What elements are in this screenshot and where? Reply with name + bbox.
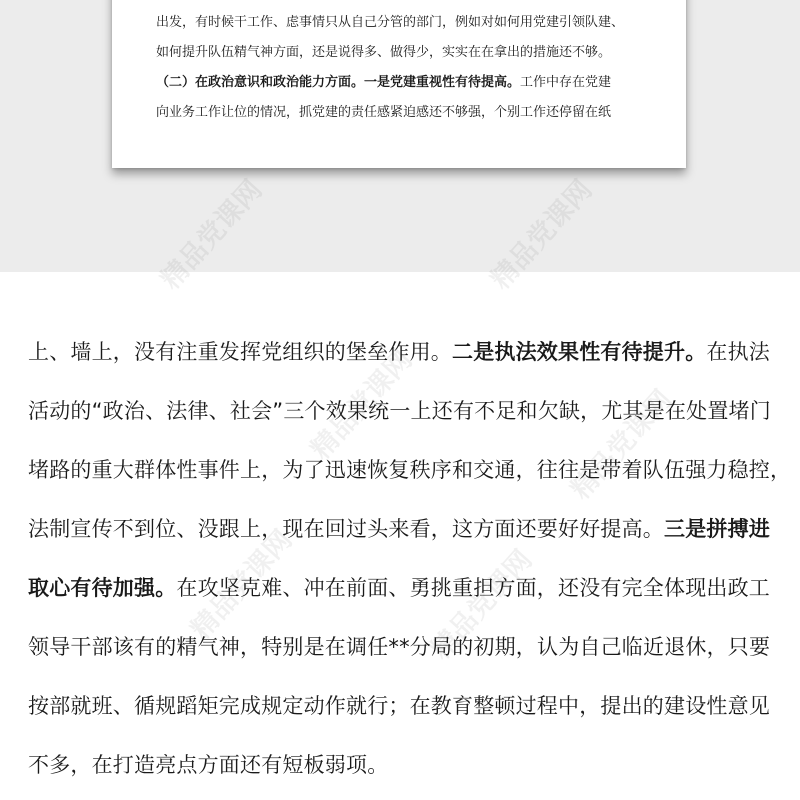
watermark-text: 精品党课网 (565, 384, 679, 506)
watermark-text: 精品党课网 (185, 524, 299, 646)
bold-text: （二）在政治意识和政治能力方面。一是党建重视性有待提高。 (156, 75, 521, 90)
main-line-2 (28, 382, 778, 441)
body-text: 在攻坚克难、冲在前面、勇挑重担方面，还没有完全体现出政工 (176, 576, 771, 600)
preview-line-4 (156, 102, 656, 124)
body-text: 如何提升队伍精气神方面，还是说得多、做得少，实实在在拿出的措施还不够。 (156, 45, 612, 60)
main-line-1 (28, 323, 778, 382)
main-line-8 (28, 736, 778, 795)
preview-line-1 (156, 12, 656, 34)
body-text: 上、墙上，没有注重发挥党组织的堡垒作用。 (28, 340, 452, 364)
bold-text: 二是执法效果性有待提升。 (452, 340, 707, 364)
main-line-5 (28, 559, 778, 618)
preview-line-3 (156, 72, 656, 94)
watermark-text: 精品党课网 (425, 544, 539, 666)
main-line-7 (28, 677, 778, 736)
body-text: 工作中存在党建 (520, 75, 612, 90)
body-text: 按部就班、循规蹈矩完成规定动作就行；在教育整顿过程中，提出的建设性意见 (28, 694, 770, 718)
bold-text: 取心有待加强。 (28, 576, 177, 600)
body-text: 领导干部该有的精气神，特别是在调任**分局的初期，认为自己临近退休，只要 (28, 635, 771, 659)
watermark-text: 精品党课网 (305, 344, 419, 466)
body-text: 在执法 (706, 340, 771, 364)
preview-text-block (156, 12, 656, 132)
preview-line-2 (156, 42, 656, 64)
body-text: 堵路的重大群体性事件上，为了迅速恢复秩序和交通，往往是带着队伍强力稳控， (28, 458, 792, 482)
main-text-block (28, 323, 792, 795)
body-text: 出发，有时候干工作、虑事情只从自己分管的部门，例如对如何用党建引领队建、 (156, 15, 625, 30)
body-text: 活动的“政治、法律、社会”三个效果统一上还有不足和欠缺，尤其是在处置堵门 (28, 399, 771, 423)
bold-text: 三是拼搏进 (664, 517, 770, 541)
document-preview-card (112, 0, 686, 168)
body-text: 法制宣传不到位、没跟上，现在回过头来看，这方面还要好好提高。 (28, 517, 664, 541)
main-line-6 (28, 618, 778, 677)
body-text: 不多，在打造亮点方面还有短板弱项。 (28, 753, 389, 777)
main-line-4 (28, 500, 778, 559)
body-text: 向业务工作让位的情况，抓党建的责任感紧迫感还不够强，个别工作还停留在纸 (156, 105, 612, 120)
main-line-3 (28, 441, 792, 500)
